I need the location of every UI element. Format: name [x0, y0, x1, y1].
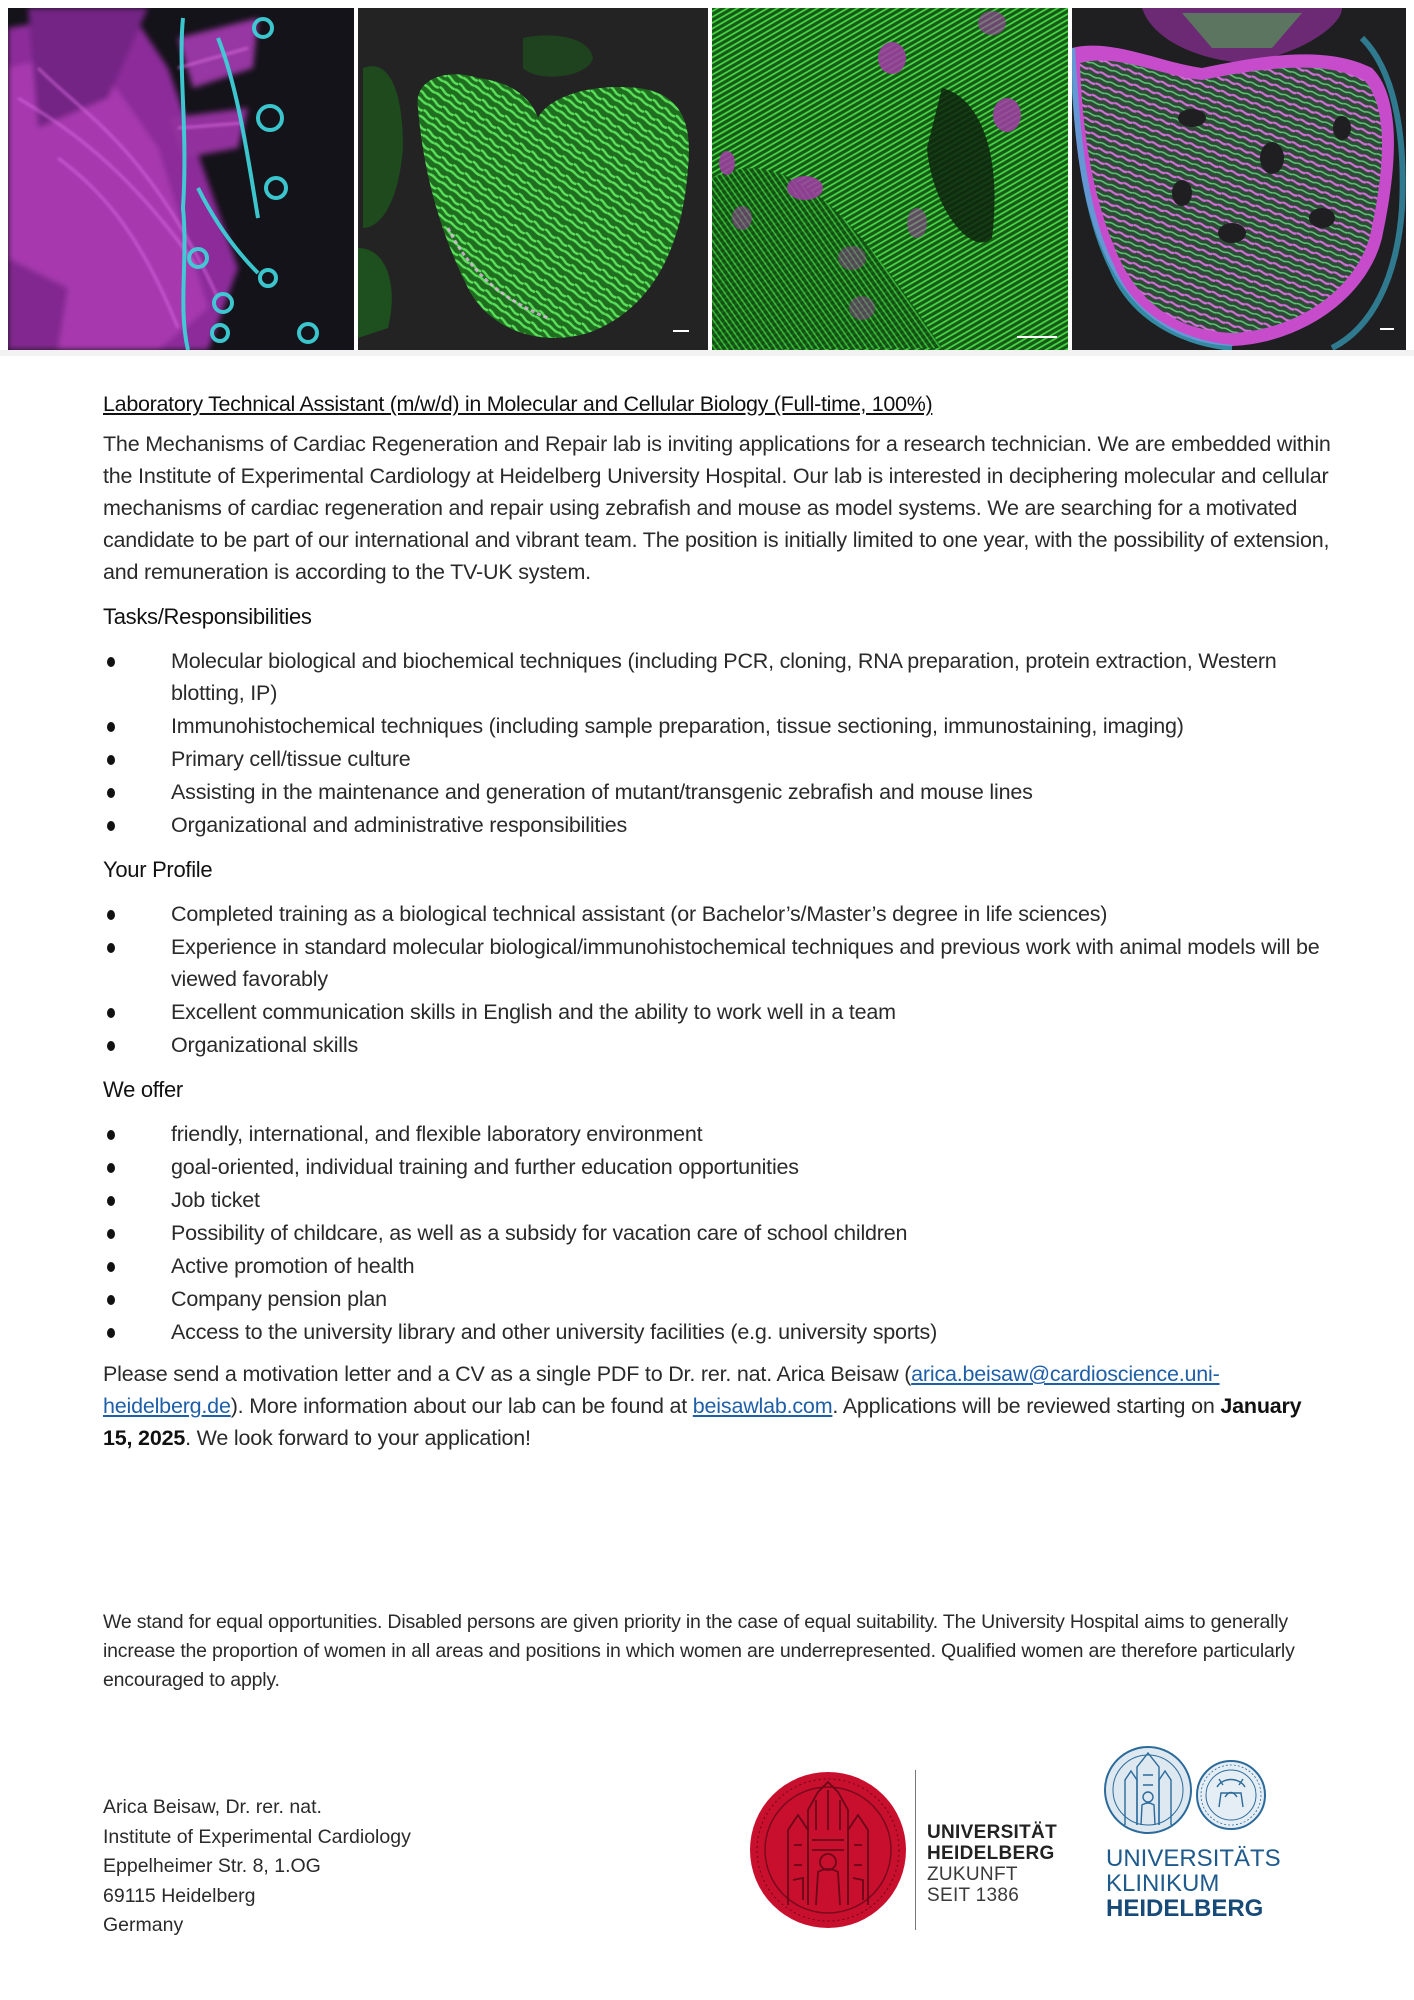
list-item: Primary cell/tissue culture	[103, 743, 1333, 775]
list-item: Completed training as a biological technical assistant (or Bachelor’s/Master’s degree in life sciences)	[103, 898, 1333, 930]
bullet-icon	[107, 1008, 115, 1018]
email-link[interactable]: arica.beisaw@cardioscience.uni-heidelberg.de	[103, 1362, 1220, 1418]
list-item: goal-oriented, individual training and further education opportunities	[103, 1151, 1333, 1183]
bullet-icon	[107, 788, 115, 798]
address-city: 69115 Heidelberg	[103, 1884, 256, 1907]
review-date: January 15, 2025	[103, 1394, 1302, 1450]
posting-title: Laboratory Technical Assistant (m/w/d) in Molecular and Cellular Biology (Full-time, 100%)	[103, 392, 933, 416]
medical-faculty-seal-icon	[1197, 1761, 1265, 1829]
address-country: Germany	[103, 1914, 184, 1936]
address-name: Arica Beisaw, Dr. rer. nat.	[103, 1796, 322, 1818]
university-seal-icon	[746, 1770, 911, 1930]
bullet-icon	[107, 657, 115, 667]
website-link[interactable]: beisawlab.com	[692, 1394, 833, 1418]
bullet-icon	[107, 910, 115, 920]
bullet-icon	[107, 1196, 115, 1206]
university-heidelberg-wordmark: UNIVERSITÄT HEIDELBERG ZUKUNFT SEIT 1386	[927, 1822, 1057, 1906]
bullet-icon	[107, 1041, 115, 1051]
list-item: Access to the university library and other university facilities (e.g. university sports)	[103, 1316, 1333, 1348]
bullet-icon	[107, 943, 115, 953]
hospital-seal-icon	[1105, 1747, 1191, 1833]
microscopy-image-strip	[8, 8, 1406, 350]
list-item: Organizational and administrative responsibilities	[103, 809, 1333, 841]
logo-divider	[915, 1770, 916, 1930]
list-item: Experience in standard molecular biological/immunohistochemical techniques and previous work with animal models will be viewed favorably	[103, 931, 1333, 995]
bullet-icon	[107, 1328, 115, 1338]
list-item: Immunohistochemical techniques (including sample preparation, tissue sectioning, immunostaining, imaging)	[103, 710, 1333, 742]
bullet-icon	[107, 1229, 115, 1239]
list-item: Job ticket	[103, 1184, 1333, 1216]
bullet-icon	[107, 1262, 115, 1272]
microscopy-image-heart-green	[358, 8, 708, 350]
tasks-list	[103, 645, 1333, 841]
microscopy-image-heart-magenta	[1072, 8, 1406, 350]
bullet-icon	[107, 1295, 115, 1305]
contact-address	[103, 1793, 411, 1941]
equal-opportunity-statement: We stand for equal opportunities. Disabled persons are given priority in the case of equal suitability. The University Hospital aims to generally increase the proportion of women in all areas and positions in which women are underrepresented. Qualified women are therefore particularly encouraged to apply.	[103, 1611, 1295, 1691]
offer-list	[103, 1118, 1333, 1348]
profile-list	[103, 898, 1333, 1061]
list-item: Excellent communication skills in English and the ability to work well in a team	[103, 996, 1333, 1028]
list-item: Company pension plan	[103, 1283, 1333, 1315]
offer-heading: We offer	[103, 1077, 183, 1102]
profile-heading: Your Profile	[103, 857, 213, 882]
list-item: friendly, international, and flexible laboratory environment	[103, 1118, 1333, 1150]
bullet-icon	[107, 1163, 115, 1173]
university-hospital-wordmark: UNIVERSITÄTS KLINIKUM HEIDELBERG	[1106, 1845, 1281, 1922]
list-item: Organizational skills	[103, 1029, 1333, 1061]
job-posting	[103, 388, 1333, 1454]
microscopy-image-cardiomyocytes	[712, 8, 1068, 350]
bullet-icon	[107, 821, 115, 831]
image-strip-border	[0, 350, 1414, 356]
list-item: Possibility of childcare, as well as a subsidy for vacation care of school children	[103, 1217, 1333, 1249]
list-item: Assisting in the maintenance and generation of mutant/transgenic zebrafish and mouse lines	[103, 776, 1333, 808]
bullet-icon	[107, 1130, 115, 1140]
list-item: Molecular biological and biochemical techniques (including PCR, cloning, RNA preparation, protein extraction, Western blotting, IP)	[103, 645, 1333, 709]
list-item: Active promotion of health	[103, 1250, 1333, 1282]
bullet-icon	[107, 755, 115, 765]
microscopy-image-muscle-fibers	[8, 8, 354, 350]
intro-paragraph: The Mechanisms of Cardiac Regeneration and Repair lab is inviting applications for a research technician. We are embedded within the Institute of Experimental Cardiology at Heidelberg University Hospital. Our lab is interested in deciphering molecular and cellular mechanisms of cardiac regeneration and repair using zebrafish and mouse as model systems. We are searching for a motivated candidate to be part of our international and vibrant team. The position is initially limited to one year, with the possibility of extension, and remuneration is according to the TV-UK system.	[103, 432, 1331, 584]
bullet-icon	[107, 722, 115, 732]
university-hospital-seals	[1103, 1745, 1273, 1835]
address-institute: Institute of Experimental Cardiology	[103, 1825, 411, 1848]
tasks-heading: Tasks/Responsibilities	[103, 604, 312, 629]
address-street: Eppelheimer Str. 8, 1.OG	[103, 1855, 321, 1877]
application-instructions: Please send a motivation letter and a CV as a single PDF to Dr. rer. nat. Arica Beisaw (arica.beisaw@cardioscience.uni-heidelberg.de). More information about our lab can be found at beisawlab.com. Applications will be reviewed starting on January 15, 2025. We look forward to your application!	[103, 1362, 1302, 1450]
